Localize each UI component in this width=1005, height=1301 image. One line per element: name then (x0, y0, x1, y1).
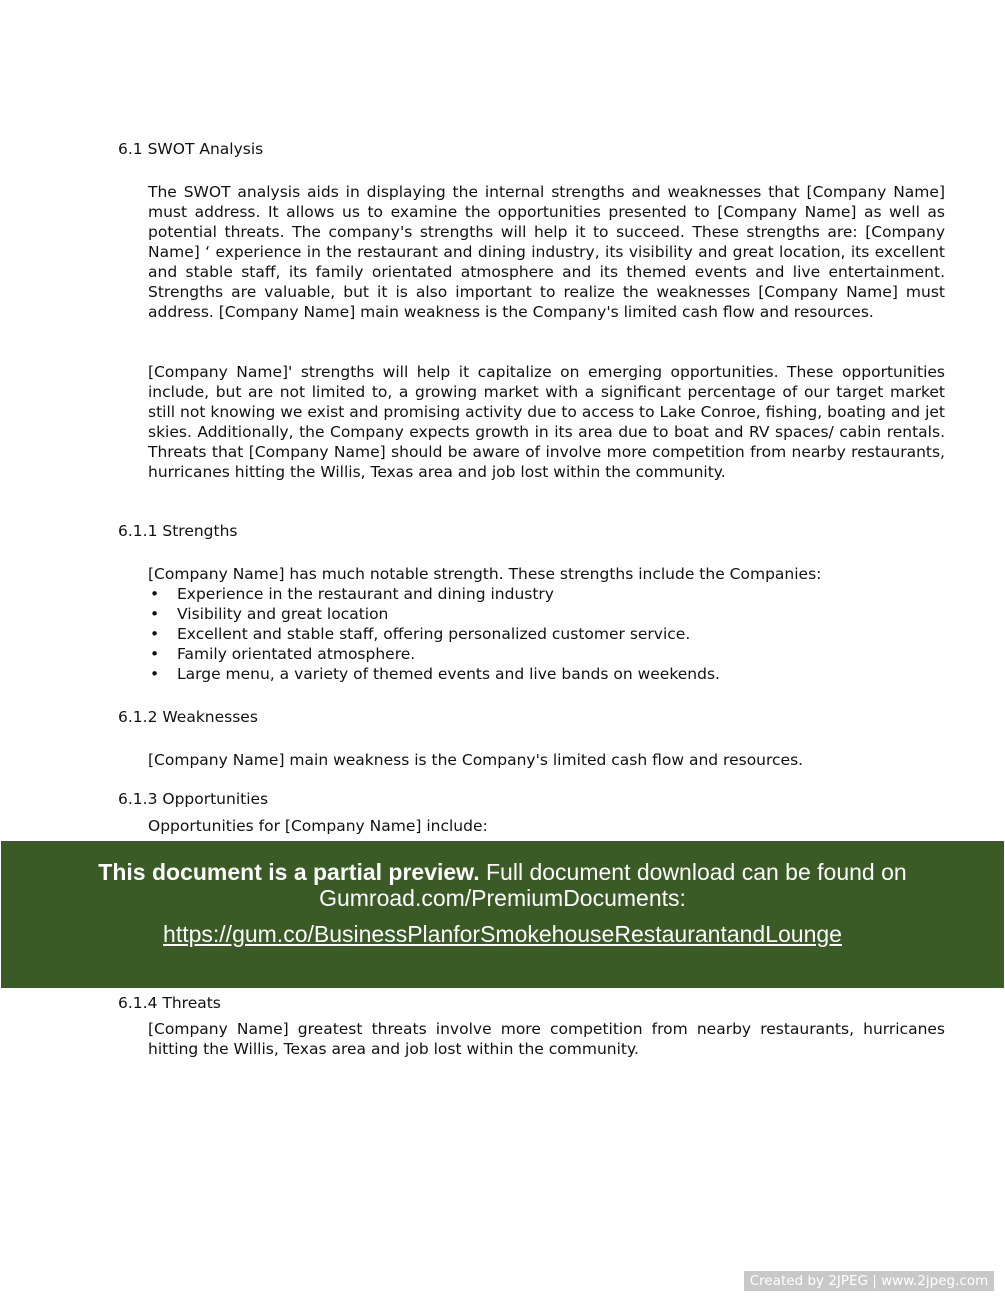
list-item: • Excellent and stable staff, offering personalized customer service. (148, 624, 720, 644)
download-link[interactable]: https://gum.co/BusinessPlanforSmokehouseRestaurantandLounge (163, 921, 842, 947)
weaknesses-heading: 6.1.2 Weaknesses (118, 708, 258, 726)
swot-paragraph-1: The SWOT analysis aids in displaying the internal strengths and weaknesses that [Company Name] must address. It allows us to examine the opportunities presented to [Company Name] as well as potential threats. The company's strengths will help it to succeed. These strengths are: [Company Name] ‘ experience in the restaurant and dining industry, its visibility and great location, its excellent and stable staff, its family orientated atmosphere and its themed events and live entertainment. Strengths are valuable, but it is also important to realize the weaknesses [Company Name] must address. [Company Name] main weakness is the Company's limited cash flow and resources. (148, 183, 945, 321)
strengths-heading: 6.1.1 Strengths (118, 522, 238, 540)
banner-bold-text: This document is a partial preview. (98, 859, 480, 885)
preview-banner (1, 841, 1004, 988)
list-item: • Family orientated atmosphere. (148, 644, 720, 664)
banner-line2: Gumroad.com/PremiumDocuments: (319, 885, 686, 911)
list-item: • Large menu, a variety of themed events and live bands on weekends. (148, 664, 720, 684)
watermark: Created by 2JPEG | www.2jpeg.com (744, 1271, 994, 1291)
threats-heading: 6.1.4 Threats (118, 994, 221, 1012)
section-heading-swot: 6.1 SWOT Analysis (118, 140, 264, 158)
list-item: • Visibility and great location (148, 604, 720, 624)
weaknesses-text: [Company Name] main weakness is the Company's limited cash flow and resources. (148, 751, 804, 769)
strengths-list (148, 584, 720, 684)
opportunities-text: Opportunities for [Company Name] include: (148, 817, 488, 835)
threats-text: [Company Name] greatest threats involve more competition from nearby restaurants, hurricanes hitting the Willis, Texas area and job lost within the community. (148, 1020, 945, 1058)
list-item: • Experience in the restaurant and dining industry (148, 584, 720, 604)
opportunities-heading: 6.1.3 Opportunities (118, 790, 269, 808)
strengths-intro: [Company Name] has much notable strength. These strengths include the Companies: (148, 565, 822, 583)
banner-text: Full document download can be found on (479, 859, 907, 885)
swot-paragraph-2: [Company Name]' strengths will help it capitalize on emerging opportunities. These opportunities include, but are not limited to, a growing market with a significant percentage of our target market still not knowing we exist and promising activity due to access to Lake Conroe, fishing, boating and jet skies. Additionally, the Company expects growth in its area due to boat and RV spaces/ cabin rentals. Threats that [Company Name] should be aware of involve more competition from nearby restaurants, hurricanes hitting the Willis, Texas area and job lost within the community. (148, 363, 945, 481)
